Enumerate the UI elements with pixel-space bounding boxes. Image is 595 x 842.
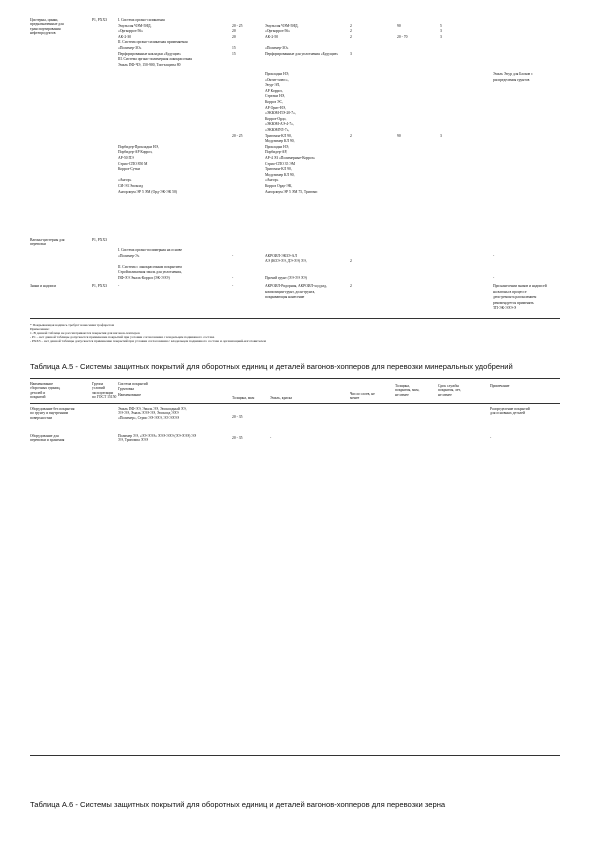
- t1-r1-l0-c5: Прокладки НЭ,: [265, 72, 290, 76]
- t1-note-4: - РХХ3 – нет данной таблицы допускается применение покрытий при условии согласования с владельцем подвижного состава и организацией-изготовителем: [30, 339, 266, 343]
- t2-row2-c1: Оборудование для перевозки и хранения: [30, 434, 65, 443]
- t1-r1-l11-c6: 2: [350, 133, 352, 138]
- t2-h6: Число слоев, не менее: [350, 392, 375, 401]
- t2-h2: Группа условий эксплуатации по ГОСТ 15150: [92, 382, 117, 400]
- t1-r3-l0-c4: -: [232, 284, 234, 288]
- t1-r1-l20-c3: СИ-ЭЗ Эпоксид: [118, 184, 144, 188]
- t2-row2-c5: -: [270, 436, 272, 440]
- t1-r2-l3-c3: II. Система с лакокрасочным покрытием: [118, 264, 182, 269]
- t1-r1-l2-c5: Эпур-ЭЛ,: [265, 83, 280, 88]
- t1-r1-l9-c5: «ЭКЮМ-АЭ-4-7»,: [265, 122, 294, 127]
- t2-h8: Срок службы покрытия, лет, не менее: [438, 384, 461, 397]
- t1-r0-l1-c3: Эмульсия ЧЭМ-5НД,: [118, 23, 152, 28]
- t1-r0-l1-c6: 2: [350, 23, 352, 28]
- t1-note-2: 1. В данной таблице не рассматриваются покрытия для вагонов-хопперов: [30, 331, 140, 335]
- t1-r3-l0-c6: 2: [350, 284, 352, 288]
- t1-r1-l14-c5: Порбидер-АР,: [265, 150, 287, 155]
- t1-r0-l7-c3: III. Система органо-полимерная лакокрасочная: [118, 57, 192, 62]
- t1-row3-c1: Вагоны-цистерны для перевозки: [30, 238, 65, 247]
- caption-table-a5: Таблица А.5 - Системы защитных покрытий для оборотных единиц и деталей вагонов-хопперов для перевозки минеральных удобрений: [30, 362, 513, 371]
- t2-row2-c4: 20 - 35: [232, 436, 243, 440]
- t1-r1-l1-c9: распределения грунтов: [493, 77, 530, 82]
- t1-r1-l19-c3: «Ангор»: [118, 178, 132, 183]
- t1-row1-c1: Цистерны, цинки, предназначенные для транспортирования нефтепродуктов: [30, 18, 64, 36]
- t1-r0-l3-c7: 20 - 70: [397, 34, 408, 39]
- t1-r2-l0-c3: I. Система органо-полимерная на основе: [118, 248, 183, 252]
- t1-r1-l16-c5: Стрио-СПО 35 ЭМ: [265, 161, 295, 166]
- t1-note-1: Примечание:: [30, 327, 50, 331]
- t1-r2-l5-c5: Прочий грунт (ЭЭ-ЭЭ ЭЭ): [265, 276, 307, 280]
- t1-row4-c1: Знаки и надписи: [30, 284, 57, 288]
- t1-r2-l4-c3: Стройсиликатная эмаль для уплотнения,: [118, 270, 182, 275]
- table1-bottom-rule: [30, 318, 560, 319]
- t1-r3-l0-c3: -: [118, 284, 120, 288]
- t2-row1-c3: Эмаль ПФ-ЭЭ, Эмаль ЭЭ, Эпоксидный ЭЭ, ЭЭ-ЭЭ, Эмаль ЭЭЭ-ЭЭ, Эпоксид ЭЭЭ «Полимер», Стрио ЭЭ-ЭЭЭ, ЭЭ ЭЭЭЭ: [118, 407, 187, 420]
- t1-r2-l5-c9: -: [493, 276, 495, 280]
- t2-h3c: Наименование: [118, 393, 141, 397]
- t1-r1-l15-c5: АР-4 ЭЗ «Полимерные-Корроз»: [265, 156, 316, 160]
- t1-r1-l15-c3: АР-50 ПЭ: [118, 156, 134, 160]
- t1-r1-l19-c5: «Ангор»: [265, 178, 279, 183]
- t1-r1-l17-c5: Тригомпа-КЛ 90,: [265, 167, 292, 172]
- t1-r1-l21-c5: Ангорлиум ЭР 5 ЭМ 75, Тригомп: [265, 189, 318, 194]
- t1-r1-l7-c5: «ЭКЮМ-ПЭ-20-7»,: [265, 111, 296, 116]
- t1-r0-l2-c8: 3: [440, 29, 442, 34]
- t1-note-3: - Р1 – нет данной таблицы допускается применение покрытий при условии согласования с владельцем подвижного состава: [30, 335, 215, 339]
- t1-r3-l3-c9: рекомендуется применять: [493, 300, 534, 305]
- t1-r1-l18-c5: Модулимер КЛ 90,: [265, 172, 295, 177]
- t2-h7: Толщина, покрытия, мкм, не менее: [395, 384, 420, 397]
- t1-r2-l5-c3: ПФ-ЭЭ Эмаль-Корроз (ЭК-ЭЭЭ): [118, 276, 170, 280]
- t1-r0-l2-c3: «Оргкорроз-56»: [118, 29, 144, 34]
- t2-h3a: Система покрытий: [118, 382, 148, 386]
- t1-r1-l1-c5: «Октит-плюс»,: [265, 77, 289, 82]
- table2-bottom-rule: [30, 755, 560, 756]
- t1-r3-l2-c9: депо-ремонта распылением: [493, 295, 537, 300]
- t1-row3-c2: P1, PXX3: [92, 238, 107, 242]
- t1-r0-l6-c4: 15: [232, 51, 236, 56]
- t1-r1-l8-c5: Корроз-Ордо,: [265, 116, 287, 121]
- t2-h3b: Грунтовка: [118, 387, 135, 391]
- t1-r2-l5-c4: -: [232, 276, 234, 280]
- t1-r3-l4-c9: ТП-ЭК-ЭЭЭ-Э: [493, 306, 517, 311]
- t1-r1-l14-c3: Порбидер-АР Корроз,: [118, 150, 153, 155]
- t1-r1-l0-c9: Эмаль Эпур для Блоков с: [493, 72, 533, 76]
- t1-r0-l1-c4: 20 - 25: [232, 23, 243, 28]
- t1-r1-l11-c4: 20 - 25: [232, 133, 243, 138]
- t2-h4: Толщина, мкм: [232, 396, 255, 400]
- t1-r2-l1-c3: «Полимер-Э»: [118, 253, 140, 258]
- table2-header-rule: [30, 403, 560, 404]
- t1-r1-l17-c3: Корроз-Сутки: [118, 167, 140, 172]
- t1-r0-l5-c5: «Полимер-ЗО»: [265, 46, 289, 50]
- t1-r0-l3-c6: 2: [350, 34, 352, 39]
- t1-r2-l2-c5: АЭ (КОЭ-ЭЭ, ДЭ-ЭЭ) ЭЭ,: [265, 259, 307, 264]
- t1-r0-l5-c3: «Полимер-ЗО»: [118, 46, 142, 50]
- t1-r0-l8-c3: Эмаль ПФ-ЧЭ, 150-900, Тип-защиты 80: [118, 62, 181, 67]
- t1-r0-l1-c8: 5: [440, 23, 442, 28]
- t1-r0-l6-c5: Перфорированные для уплотнения «Будущие»: [265, 51, 339, 56]
- t1-r1-l4-c5: Стрелки НЭ,: [265, 94, 286, 99]
- t1-r1-l5-c5: Корроз ЭС,: [265, 100, 283, 104]
- t1-r1-l13-c5: Прокладки НЭ,: [265, 144, 290, 149]
- t2-row1-c9: Распределение покрытий для основных деталей: [490, 407, 530, 416]
- t1-row4-c2: P1, PXX3: [92, 284, 107, 288]
- t1-r0-l2-c5: «Оргкорроз-56»: [265, 29, 291, 34]
- t1-r1-l11-c7: 90: [397, 133, 401, 138]
- t1-r0-l4-c3: II. Система органо-силикатная применяемая: [118, 40, 188, 45]
- t1-r1-l12-c5: Модулимер КЛ 90,: [265, 139, 295, 144]
- t1-r1-l10-c5: «ЭКЮМУЛ-7»,: [265, 128, 290, 132]
- t1-r3-l1-c9: на вагоны в процессе: [493, 289, 527, 294]
- t1-r0-l2-c4: 20: [232, 29, 236, 34]
- t2-row1-c1: Оборудование без покрытия по грунту и внутренним поверхностям: [30, 407, 75, 420]
- t1-r2-l1-c4: -: [232, 253, 234, 258]
- t1-r3-l1-c5: композиции-грунт, доля-грунта,: [265, 289, 316, 294]
- t1-r0-l3-c5: АК-2-50: [265, 34, 279, 39]
- t2-h5: Эмаль, краска: [270, 396, 293, 400]
- t2-h9: Примечание: [490, 384, 510, 388]
- t1-r3-l0-c9: При нанесении знаков и надписей: [493, 284, 547, 288]
- t1-r3-l2-c5: покрывающая нанесение: [265, 295, 305, 300]
- t1-note-0: * Покрывающая надпись требует нанесения трафаретом: [30, 323, 115, 327]
- caption-table-a6: Таблица А.6 - Системы защитных покрытий для оборотных единиц и деталей вагонов-хопперов для перевозки зерна: [30, 800, 446, 809]
- t2-row1-c4: 20 - 35: [232, 415, 243, 419]
- t1-r0-l6-c3: Перфорированные накладки «Будущие»: [118, 51, 182, 56]
- t1-r1-l21-c3: Ангорлиум ЭР 5 ЭМ (Орд-ЭК-ЭК 50): [118, 189, 178, 194]
- t2-row2-c9: -: [490, 436, 492, 440]
- t1-r2-l1-c9: -: [493, 253, 495, 258]
- t1-r2-l2-c6: 2: [350, 259, 352, 264]
- t1-r0-l5-c4: 15: [232, 46, 236, 50]
- table2-top-rule: [30, 378, 560, 379]
- t1-r1-l16-c3: Стрио-СПО 850 М: [118, 161, 148, 166]
- t1-r0-l0-c3: I. Система органо-силикатная: [118, 18, 165, 22]
- t1-r0-l3-c8: 3: [440, 34, 442, 39]
- t1-r0-l6-c6: 3: [350, 51, 352, 56]
- t1-r0-l3-c3: АК-2-30: [118, 34, 132, 39]
- t1-r0-l1-c7: 90: [397, 23, 401, 28]
- t1-r1-l11-c8: 3: [440, 133, 442, 138]
- t1-r0-l1-c5: Эмульсия ЧЭМ-5НД,: [265, 23, 299, 28]
- t2-h1: Наименование сборочных единиц, деталей и покрытий: [30, 382, 61, 400]
- t1-r1-l13-c3: Порбидер-Прокладки НЭ,: [118, 144, 159, 149]
- t1-r0-l2-c6: 2: [350, 29, 352, 34]
- t2-row2-c3: Полимер ЭЭ, «ЭЭ-ЭЭЭ» ЭЭЭ-ЭЭЭ (ЭЭ-ЭЭЭ) ЭЭ ЭЭ, Тригомпа ЭЭЭ: [118, 434, 197, 443]
- t1-r0-l3-c4: 20: [232, 34, 236, 39]
- t1-r1-l3-c5: АР Корроз,: [265, 88, 283, 93]
- t1-r1-l11-c5: Тригомпа-КЛ 90,: [265, 133, 292, 138]
- t1-r1-l6-c5: АР Орит-НЭ,: [265, 105, 286, 110]
- t1-r1-l20-c5: Корроз Ордо-ЭК,: [265, 184, 293, 188]
- t1-r2-l1-c5: АКРОИЛ-ЭКЗЭ-АЛ: [265, 253, 297, 258]
- t1-row1-c2: P1, PXX3: [92, 18, 107, 22]
- t1-r3-l0-c5: АКРОИЛ-Ридорная, АКРОИЛ-ход рад,: [265, 284, 327, 288]
